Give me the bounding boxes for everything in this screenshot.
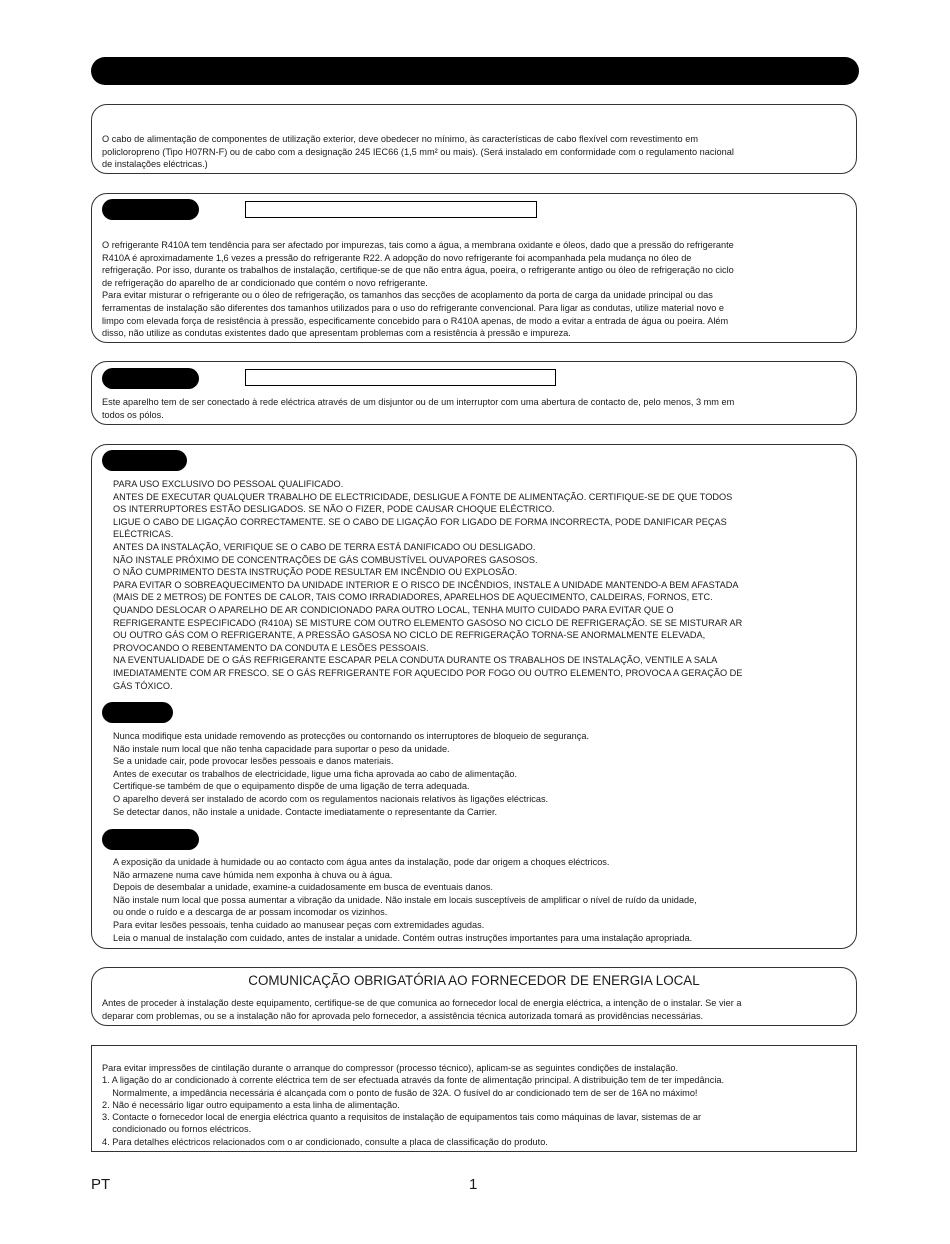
caution-item: Para evitar lesões pessoais, tenha cuidado ao manusear peças com extremidades agudas. (113, 919, 485, 930)
text-line: limpo com elevada força de resistência à pressão, especificamente concebido para o R410A apenas, de modo a evitar a entrada de água ou poeira. Além (102, 315, 729, 326)
danger-item: QUANDO DESLOCAR O APARELHO DE AR CONDICIONADO PARA OUTRO LOCAL, TENHA MUITO CUIDADO PARA EVITAR QUE O (113, 604, 674, 615)
text-line: refrigeração. Por isso, durante os trabalhos de instalação, certifique-se de que não entra água, poeira, o refrigerante antigo ou óleo de refrigeração no ciclo (102, 265, 734, 276)
text-line: de refrigeração do aparelho de ar condicionado que contém o novo refrigerante. (102, 277, 428, 288)
warning-item: Nunca modifique esta unidade removendo as protecções ou contornando os interruptores de bloqueio de segurança. (113, 731, 590, 741)
text-line: 1. A ligação do ar condicionado à corrente eléctrica tem de ser efectuada através da fonte de alimentação principal. A distribuição tem de ter impedância. (102, 1075, 725, 1086)
text-line: policloropreno (Tipo H07RN-F) ou de cabo com a designação 245 IEC66 (1,5 mm² ou mais). (Será instalado em conformidade com o regulamento nacional (102, 146, 734, 157)
heading-frame (245, 201, 537, 218)
text-line: O cabo de alimentação de componentes de utilização exterior, deve obedecer no mínimo, às características de cabo flexível com revestimento em (102, 134, 698, 144)
warning-label-pill (102, 702, 173, 723)
danger-item: OU OUTRO GÁS COM O REFRIGERANTE, A PRESSÃO GASOSA NO CICLO DE REFRIGERAÇÃO TORNA-SE ANORMALMENTE ELEVADA, (113, 630, 706, 641)
warning-label-pill (102, 368, 199, 389)
warning-item: Não instale num local que não tenha capacidade para suportar o peso da unidade. (113, 743, 450, 754)
caution-list (113, 856, 853, 944)
danger-item: OS INTERRUPTORES ESTÃO DESLIGADOS. SE NÃO O FIZER, PODE CAUSAR CHOQUE ELÉCTRICO. (113, 504, 555, 515)
warning-item: Se detectar danos, não instale a unidade. Contacte imediatamente o representante da Carrier. (113, 806, 498, 817)
danger-item: PROVOCANDO O REBENTAMENTO DA CONDUTA E LESÕES PESSOAIS. (113, 642, 429, 653)
danger-item: IMEDIATAMENTE COM AR FRESCO. SE O GÁS REFRIGERANTE FOR AQUECIDO POR FOGO OU OUTRO ELEMENTO, PROVOCA A GERAÇÃO DE (113, 667, 743, 678)
caution-item: Leia o manual de instalação com cuidado, antes de instalar a unidade. Contém outras instruções importantes para uma instalação apropriada. (113, 932, 693, 943)
danger-item: ANTES DA INSTALAÇÃO, VERIFIQUE SE O CABO DE TERRA ESTÁ DANIFICADO OU DESLIGADO. (113, 541, 536, 552)
flicker-conditions-text (102, 1062, 848, 1148)
danger-item: LIGUE O CABO DE LIGAÇÃO CORRECTAMENTE. SE O CABO DE LIGAÇÃO FOR LIGADO DE FORMA INCORRECTA, PODE DANIFICAR PEÇAS (113, 516, 727, 527)
text-line: 2. Não é necessário ligar outro equipamento a esta linha de alimentação. (102, 1099, 400, 1110)
energy-supplier-text (102, 997, 848, 1022)
warning-list (113, 730, 853, 818)
danger-list (113, 478, 853, 692)
warning-item: Antes de executar os trabalhos de electricidade, ligue uma ficha aprovada ao cabo de alimentação. (113, 768, 517, 779)
text-line: disso, não utilize as condutas existentes dado que apresentam problemas com a resistência à pressão e impureza. (102, 328, 571, 339)
heading-frame (245, 369, 556, 386)
danger-item: (MAIS DE 2 METROS) DE FONTES DE CALOR, TAIS COMO IRRADIADORES, APARELHOS DE AQUECIMENTO, CALDEIRAS, FORNOS, ETC. (113, 592, 713, 603)
text-line: deparar com problemas, ou se a instalação não for aprovada pelo fornecedor, a assistência técnica autorizada tomará as providências necessárias. (102, 1010, 704, 1021)
text-line: Para evitar impressões de cintilação durante o arranque do compressor (processo técnico), aplicam-se as seguintes condições de instalação. (102, 1063, 679, 1073)
power-cable-notice-text (102, 133, 848, 171)
danger-label-pill (102, 450, 187, 471)
caution-label-pill (102, 829, 199, 850)
text-line: Para evitar misturar o refrigerante ou o óleo de refrigeração, os tamanhos das secções de acoplamento da porta de carga da unidade principal ou das (102, 290, 713, 301)
text-line: 3. Contacte o fornecedor local de energia eléctrica quanto a requisitos de instalação de equipamentos tais como máquinas de lavar, sistemas de ar (102, 1112, 702, 1123)
page-number: 1 (469, 1176, 478, 1193)
danger-item: REFRIGERANTE ESPECIFICADO (R410A) SE MISTURE COM OUTRO ELEMENTO GASOSO NO CICLO DE REFRIGERAÇÃO. SE SE MISTURAR AR (113, 617, 743, 628)
warning-label-pill (102, 199, 199, 220)
caution-item: ou onde o ruído e a descarga de ar possam incomodar os vizinhos. (113, 907, 388, 918)
text-line: 4. Para detalhes eléctricos relacionados com o ar condicionado, consulte a placa de classificação do produto. (102, 1136, 548, 1147)
warning-item: Certifique-se também de que o equipamento dispõe de uma ligação de terra adequada. (113, 781, 470, 792)
danger-item: O NÃO CUMPRIMENTO DESTA INSTRUÇÃO PODE RESULTAR EM INCÊNDIO OU EXPLOSÃO. (113, 567, 518, 578)
danger-item: ELÉCTRICAS. (113, 529, 174, 540)
text-line: condicionado ou fornos eléctricos. (102, 1124, 252, 1135)
caution-item: Depois de desembalar a unidade, examine-a cuidadosamente em busca de eventuais danos. (113, 882, 493, 893)
danger-item: NÃO INSTALE PRÓXIMO DE CONCENTRAÇÕES DE GÁS COMBUSTÍVEL OUVAPORES GASOSOS. (113, 554, 538, 565)
caution-item: Não instale num local que possa aumentar a vibração da unidade. Não instale em locais susceptíveis de amplificar o nível de ruído da unidade, (113, 894, 697, 905)
danger-item: ANTES DE EXECUTAR QUALQUER TRABALHO DE ELECTRICIDADE, DESLIGUE A FONTE DE ALIMENTAÇÃO. CERTIFIQUE-SE DE QUE TODOS (113, 491, 733, 502)
text-line: R410A é aproximadamente 1,6 vezes a pressão do refrigerante R22. A adopção do novo refrigerante foi acompanhada pela mudança no óleo de (102, 252, 692, 263)
text-line: de instalações eléctricas.) (102, 159, 208, 170)
danger-item: PARA EVITAR O SOBREAQUECIMENTO DA UNIDADE INTERIOR E O RISCO DE INCÊNDIOS, INSTALE A UNIDADE MANTENDO-A BEM AFASTADA (113, 579, 739, 590)
text-line: Antes de proceder à instalação deste equipamento, certifique-se de que comunica ao fornecedor local de energia eléctrica, a intenção de o instalar. Se vier a (102, 998, 742, 1008)
language-code: PT (91, 1176, 111, 1193)
caution-item: A exposição da unidade à humidade ou ao contacto com água antes da instalação, pode dar origem a choques eléctricos. (113, 857, 610, 867)
warning-item: Se a unidade cair, pode provocar lesões pessoais e danos materiais. (113, 756, 394, 767)
text-line: Normalmente, a impedância necessária é alcançada com o ponto de fusão de 32A. O fusível do ar condicionado tem de ser de 16A no máximo! (102, 1087, 698, 1098)
caution-item: Não armazene numa cave húmida nem exponha à chuva ou à água. (113, 869, 393, 880)
danger-item: PARA USO EXCLUSIVO DO PESSOAL QUALIFICADO. (113, 479, 344, 489)
circuit-breaker-notice-text (102, 396, 848, 421)
text-line: O refrigerante R410A tem tendência para ser afectado por impurezas, tais como a água, a membrana oxidante e óleos, dado que a pressão do refrigerante (102, 240, 734, 250)
text-line: todos os pólos. (102, 409, 164, 420)
danger-item: GÁS TÓXICO. (113, 680, 173, 691)
text-line: ferramentas de instalação são diferentes dos tamanhos utilizados para o uso do refrigerante convencional. Para ligar as condutas, utilize material novo e (102, 302, 725, 313)
warning-item: O aparelho deverá ser instalado de acordo com os regulamentos nacionais relativos às ligações eléctricas. (113, 793, 549, 804)
refrigerant-notice-text (102, 239, 848, 340)
text-line: Este aparelho tem de ser conectado à rede eléctrica através de um disjuntor ou de um interruptor com uma abertura de contacto de, pelo menos, 3 mm em (102, 397, 735, 407)
energy-supplier-heading: COMUNICAÇÃO OBRIGATÓRIA AO FORNECEDOR DE ENERGIA LOCAL (248, 973, 700, 988)
top-banner (91, 57, 859, 85)
danger-item: NA EVENTUALIDADE DE O GÁS REFRIGERANTE ESCAPAR PELA CONDUTA DURANTE OS TRABALHOS DE INSTALAÇÃO, VENTILE A SALA (113, 655, 718, 666)
